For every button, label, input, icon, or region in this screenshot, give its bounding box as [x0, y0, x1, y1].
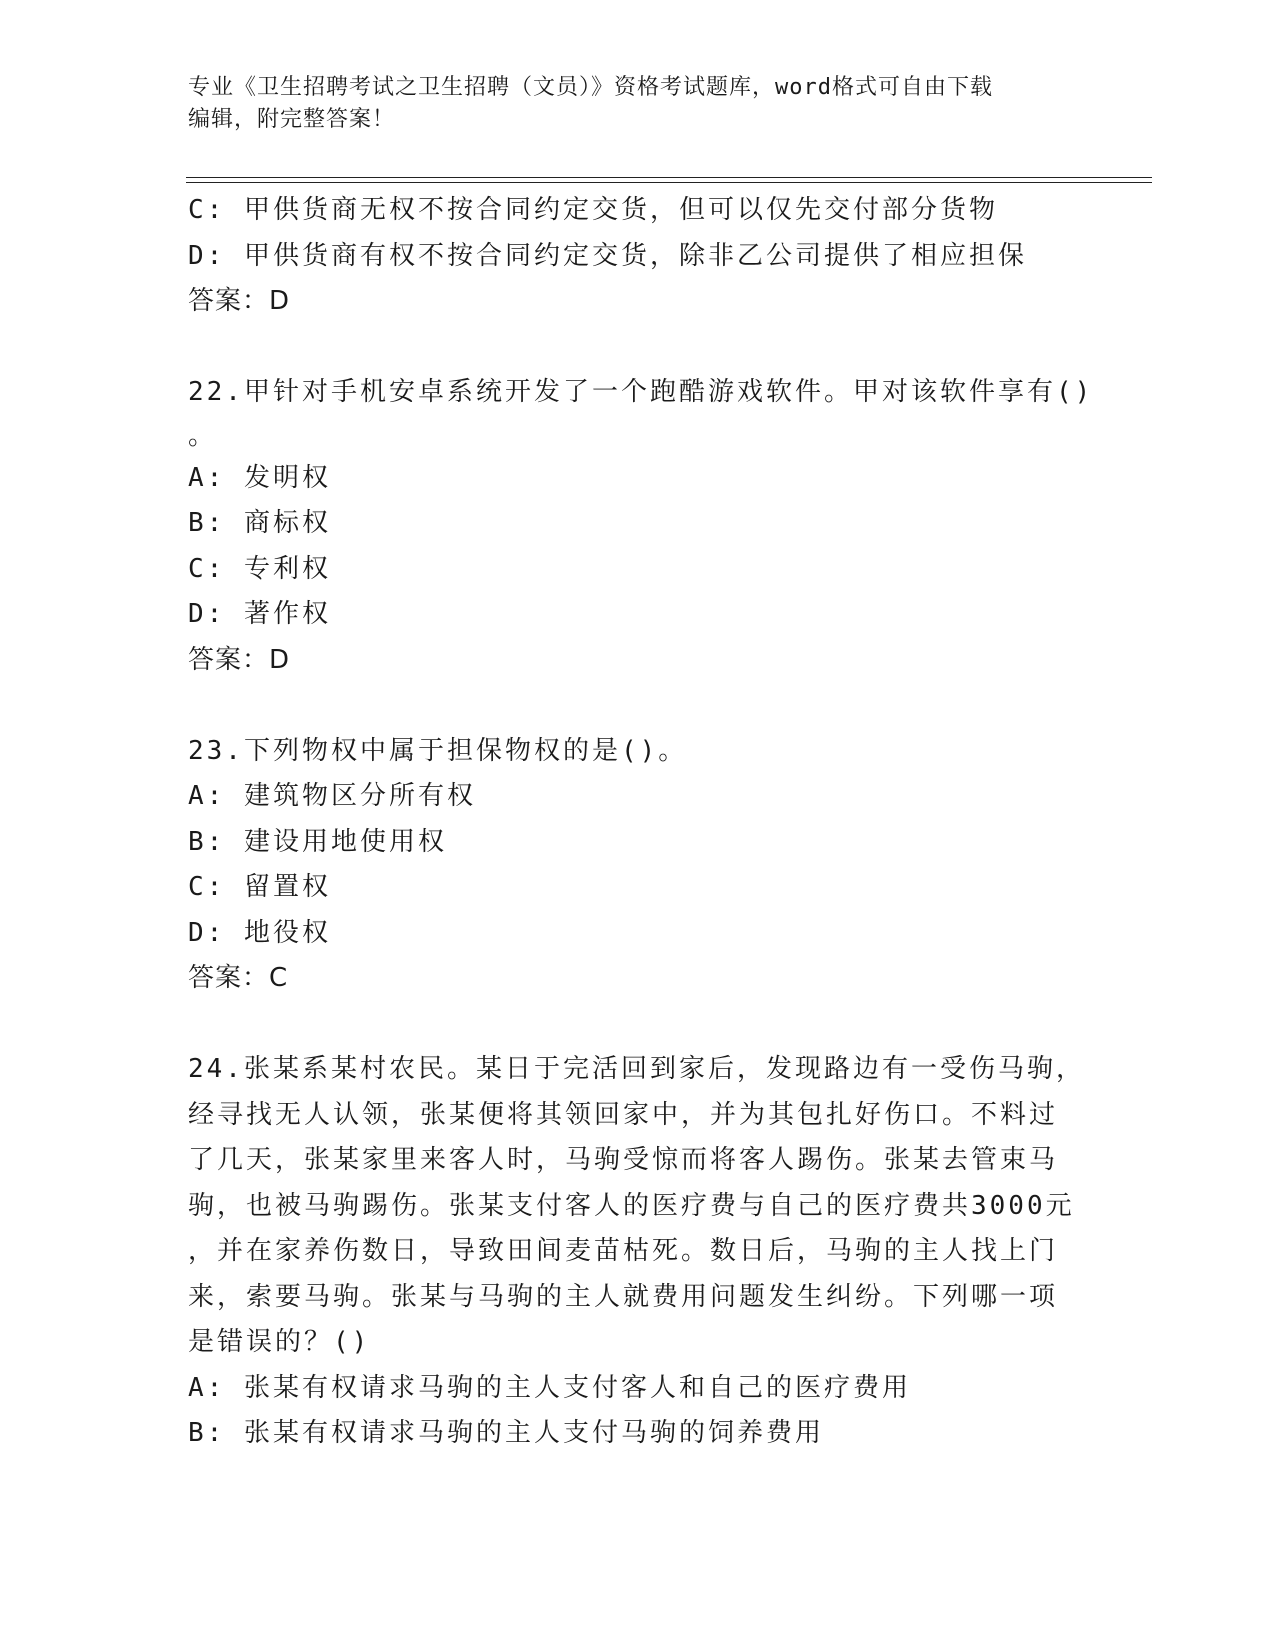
header-divider-top [186, 177, 1152, 178]
q22-option-d: D: 著作权 [188, 599, 331, 629]
q23-option-d: D: 地役权 [188, 917, 331, 948]
q24-stem-line: 经寻找无人认领，张某便将其领回家中，并为其包扎好伤口。不料过 [188, 1099, 1059, 1130]
q22-option-c: C: 专利权 [188, 553, 331, 584]
q21-answer: 答案：D [188, 286, 291, 316]
spacer [188, 683, 1088, 729]
header-line-1: 专业《卫生招聘考试之卫生招聘（文员）》资格考试题库，word格式可自由下载 [188, 75, 993, 100]
q24-option-a: A: 张某有权请求马驹的主人支付客人和自己的医疗费用 [188, 1372, 911, 1403]
q23-option-c: C: 留置权 [188, 872, 331, 902]
q23-option-b: B: 建设用地使用权 [188, 826, 447, 857]
question-23 [188, 729, 1088, 1002]
q24-stem-line: 24.张某系某村农民。某日于完活回到家后，发现路边有一受伤马驹， [188, 1054, 1085, 1084]
q24-option-b: B: 张某有权请求马驹的主人支付马驹的饲养费用 [188, 1418, 824, 1448]
q23-answer: 答案：C [188, 963, 289, 993]
q24-stem-line: 了几天，张某家里来客人时，马驹受惊而将客人踢伤。张某去管束马 [188, 1145, 1059, 1175]
question-24 [188, 1047, 1088, 1457]
q21-option-d: D: 甲供货商有权不按合同约定交货，除非乙公司提供了相应担保 [188, 240, 1027, 271]
q24-stem-line: 驹，也被马驹踢伤。张某支付客人的医疗费与自己的医疗费共3000元 [188, 1190, 1075, 1221]
header-divider-bottom [186, 182, 1152, 183]
q24-stem-line: 是错误的？() [188, 1327, 371, 1357]
q22-option-b: B: 商标权 [188, 508, 331, 538]
spacer [188, 325, 1088, 371]
q23-option-a: A: 建筑物区分所有权 [188, 781, 476, 811]
q21-option-c: C: 甲供货商无权不按合同约定交货，但可以仅先交付部分货物 [188, 195, 998, 225]
question-22 [188, 370, 1094, 683]
document-body [188, 188, 1094, 1457]
q23-stem: 23.下列物权中属于担保物权的是()。 [188, 735, 688, 766]
q22-stem-tail: 。 [188, 420, 218, 451]
spacer [188, 1002, 1088, 1048]
q22-answer: 答案：D [188, 644, 291, 675]
question-21 [188, 188, 1088, 325]
header-line-2: 编辑，附完整答案！ [188, 107, 396, 132]
q22-stem: 22.甲针对手机安卓系统开发了一个跑酷游戏软件。甲对该软件享有() [188, 377, 1094, 407]
q24-stem-line: 来，索要马驹。张某与马驹的主人就费用问题发生纠纷。下列哪一项 [188, 1281, 1059, 1312]
document-header [188, 72, 1088, 136]
q22-option-a: A: 发明权 [188, 462, 331, 493]
q24-stem-line: ，并在家养伤数日，导致田间麦苗枯死。数日后，马驹的主人找上门 [188, 1236, 1059, 1266]
